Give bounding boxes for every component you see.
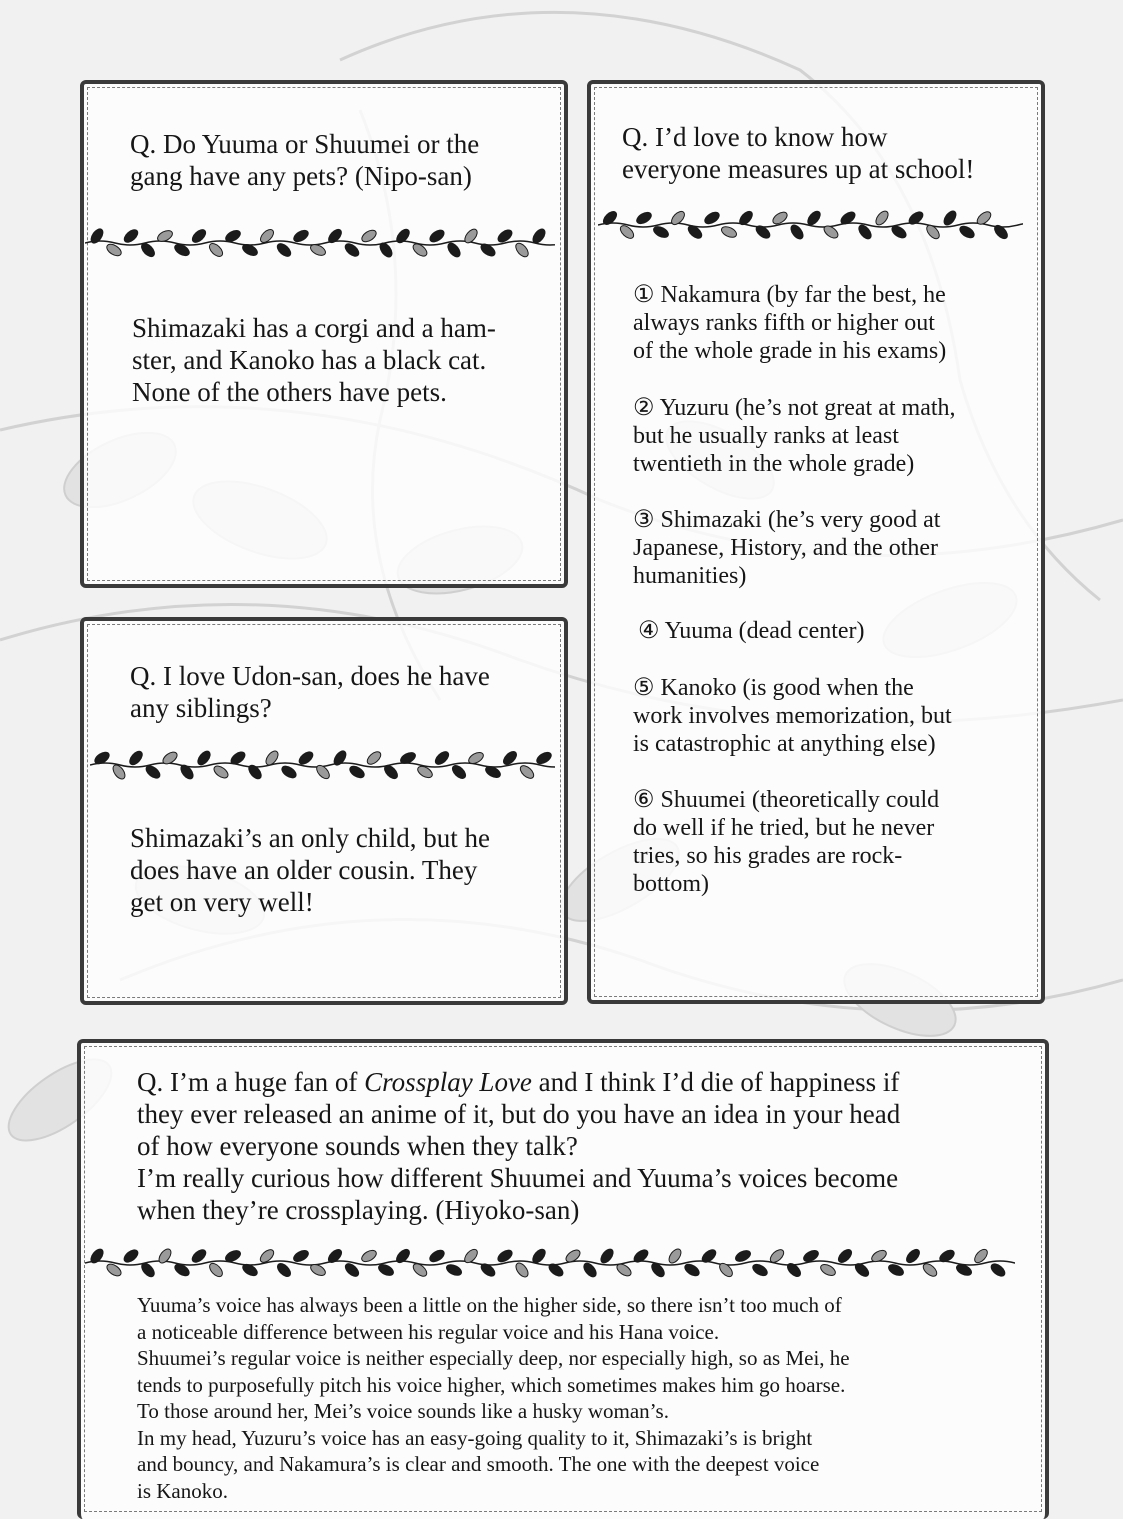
leaf-vine-divider-icon <box>598 200 1023 250</box>
leaf-icon <box>207 1261 224 1279</box>
leaf-icon <box>297 749 315 766</box>
text-line: a noticeable difference between his regular voice and his Hana voice. <box>137 1319 720 1344</box>
text-line: Q. Do Yuuma or Shuumei or the <box>130 129 480 159</box>
leaf-icon <box>445 1263 463 1278</box>
text-line: In my head, Yuzuru’s voice has an easy-going quality to it, Shimazaki’s is bright <box>137 1425 813 1450</box>
text-line: tends to purposefully pitch his voice higher, which sometimes makes him go hoarse. <box>137 1372 846 1397</box>
text-line: of how everyone sounds when they talk? <box>137 1131 578 1161</box>
leaf-icon <box>683 1262 701 1278</box>
leaf-icon <box>122 227 140 244</box>
ranking-item-3 <box>633 506 940 590</box>
leaf-icon <box>789 223 806 241</box>
text-line: always ranks fifth or higher out <box>633 310 935 336</box>
leaf-icon <box>207 241 225 259</box>
leaf-icon <box>246 763 263 781</box>
text-line: Yuuma’s voice has always been a little on the higher side, so there isn’t too much of <box>137 1293 842 1317</box>
text-line: they ever released an anime of it, but do you have an idea in your head <box>137 1099 901 1129</box>
leaf-icon <box>365 749 383 766</box>
leaf-icon <box>190 1247 208 1264</box>
leaf-vine-divider-icon <box>85 1238 1015 1288</box>
leaf-icon <box>924 223 941 241</box>
leaf-icon <box>649 1261 666 1279</box>
leaf-icon <box>450 763 468 781</box>
leaf-icon <box>292 228 310 244</box>
leaf-vine-svg <box>85 1238 1015 1288</box>
text-line: To those around her, Mei’s voice sounds like a husky woman’s. <box>137 1399 669 1423</box>
leaf-icon <box>428 1248 446 1264</box>
ranking-item-4 <box>638 617 865 645</box>
leaf-icon <box>904 1247 922 1265</box>
answer-siblings <box>130 822 490 918</box>
leaf-icon <box>275 241 293 258</box>
question-voices <box>137 1066 900 1226</box>
text-line: is Kanoko. <box>137 1478 228 1503</box>
ranking-item-5 <box>633 674 952 758</box>
leaf-icon <box>292 1248 310 1263</box>
text-line: tries, so his grades are rock- <box>633 843 903 869</box>
text-line: is catastrophic at anything else) <box>633 731 936 757</box>
series-title: Crossplay Love <box>364 1067 532 1097</box>
leaf-vine-svg <box>90 740 555 790</box>
text-line: ① Nakamura (by far the best, he <box>633 282 946 308</box>
text-line: but he usually ranks at least <box>633 423 899 449</box>
leaf-icon <box>514 1261 531 1279</box>
leaf-icon <box>874 209 891 227</box>
text-line: Shimazaki’s an only child, but he <box>130 823 490 853</box>
answer-voices <box>137 1292 850 1504</box>
text-line: ④ Yuuma (dead center) <box>638 618 865 644</box>
text-line <box>137 1066 900 1098</box>
text-line: ⑤ Kanoko (is good when the <box>633 675 914 701</box>
leaf-vine-divider-icon <box>90 740 555 790</box>
leaf-icon <box>190 227 208 244</box>
leaf-icon <box>360 228 378 244</box>
text-line: Japanese, History, and the other <box>633 535 939 561</box>
text-line: and bouncy, and Nakamura’s is clear and smooth. The one with the deepest voice <box>137 1452 820 1476</box>
ranking-item-2 <box>633 394 956 478</box>
text-line: Q. I love Udon-san, does he have <box>130 661 490 691</box>
text-line: I’m really curious how different Shuumei and Yuuma’s voices become <box>137 1163 899 1193</box>
leaf-icon <box>462 1247 479 1265</box>
text-line: any siblings? <box>130 693 272 723</box>
leaf-icon <box>652 224 670 239</box>
question-school-ranking <box>622 121 974 185</box>
leaf-icon <box>703 210 721 226</box>
leaf-icon <box>122 1248 140 1265</box>
text-line: gang have any pets? (Nipo-san) <box>130 161 472 191</box>
leaf-icon <box>958 224 976 240</box>
leaf-icon <box>989 1261 1007 1278</box>
leaf-icon <box>513 241 530 259</box>
ranking-item-6 <box>633 786 939 898</box>
text-line: Shimazaki has a corgi and a ham- <box>132 313 496 343</box>
leaf-icon <box>275 1261 293 1279</box>
leaf-icon <box>433 749 451 766</box>
text-line: Shuumei’s regular voice is neither especially deep, nor especially high, so as Mei, he <box>137 1346 850 1370</box>
text-line: do well if he tried, but he never <box>633 815 935 841</box>
leaf-icon <box>280 764 298 780</box>
ranking-item-1 <box>633 281 946 365</box>
leaf-icon <box>667 1247 684 1265</box>
leaf-icon <box>942 209 959 227</box>
text-line: ③ Shimazaki (he’s very good at <box>633 507 941 533</box>
text-line: when they’re crossplaying. (Hiyoko-san) <box>137 1195 580 1225</box>
text-line: None of the others have pets. <box>132 377 447 407</box>
text-line: of the whole grade in his exams) <box>633 338 947 364</box>
text-line: humanities) <box>633 563 747 589</box>
leaf-icon <box>446 241 463 259</box>
text-line: get on very well! <box>130 887 314 917</box>
leaf-icon <box>819 1262 837 1278</box>
leaf-vine-svg <box>85 218 555 268</box>
text-line: ② Yuzuru (he’s not great at math, <box>633 395 956 421</box>
answer-pets <box>132 312 496 408</box>
leaf-icon <box>836 1247 854 1265</box>
leaf-icon <box>635 210 653 226</box>
text-line: ster, and Kanoko has a black cat. <box>132 345 487 375</box>
leaf-icon <box>462 227 479 245</box>
text-line: does have an older cousin. They <box>130 855 478 885</box>
question-prefix: Q. I’m a huge fan of <box>137 1067 365 1097</box>
leaf-vine-svg <box>598 200 1023 250</box>
leaf-icon <box>428 228 446 245</box>
text-line: ⑥ Shuumei (theoretically could <box>633 787 940 813</box>
question-siblings <box>130 660 490 724</box>
leaf-icon <box>360 1248 378 1264</box>
leaf-icon <box>535 750 553 766</box>
question-pets <box>130 128 479 192</box>
text-line: everyone measures up at school! <box>622 154 975 184</box>
leaf-icon <box>127 749 144 767</box>
leaf-icon <box>212 764 230 781</box>
question-suffix: and I think I’d die of happiness if <box>531 1067 900 1097</box>
text-line: work involves memorization, but <box>633 703 952 729</box>
text-line: Q. I’d love to know how <box>622 122 888 152</box>
leaf-icon <box>518 763 536 780</box>
leaf-icon <box>599 1247 616 1265</box>
leaf-icon <box>264 749 281 767</box>
text-line: twentieth in the whole grade) <box>633 451 915 477</box>
text-line: bottom) <box>633 871 709 897</box>
leaf-icon <box>720 225 738 240</box>
leaf-icon <box>751 1262 769 1278</box>
leaf-icon <box>737 209 754 227</box>
leaf-vine-divider-icon <box>85 218 555 268</box>
